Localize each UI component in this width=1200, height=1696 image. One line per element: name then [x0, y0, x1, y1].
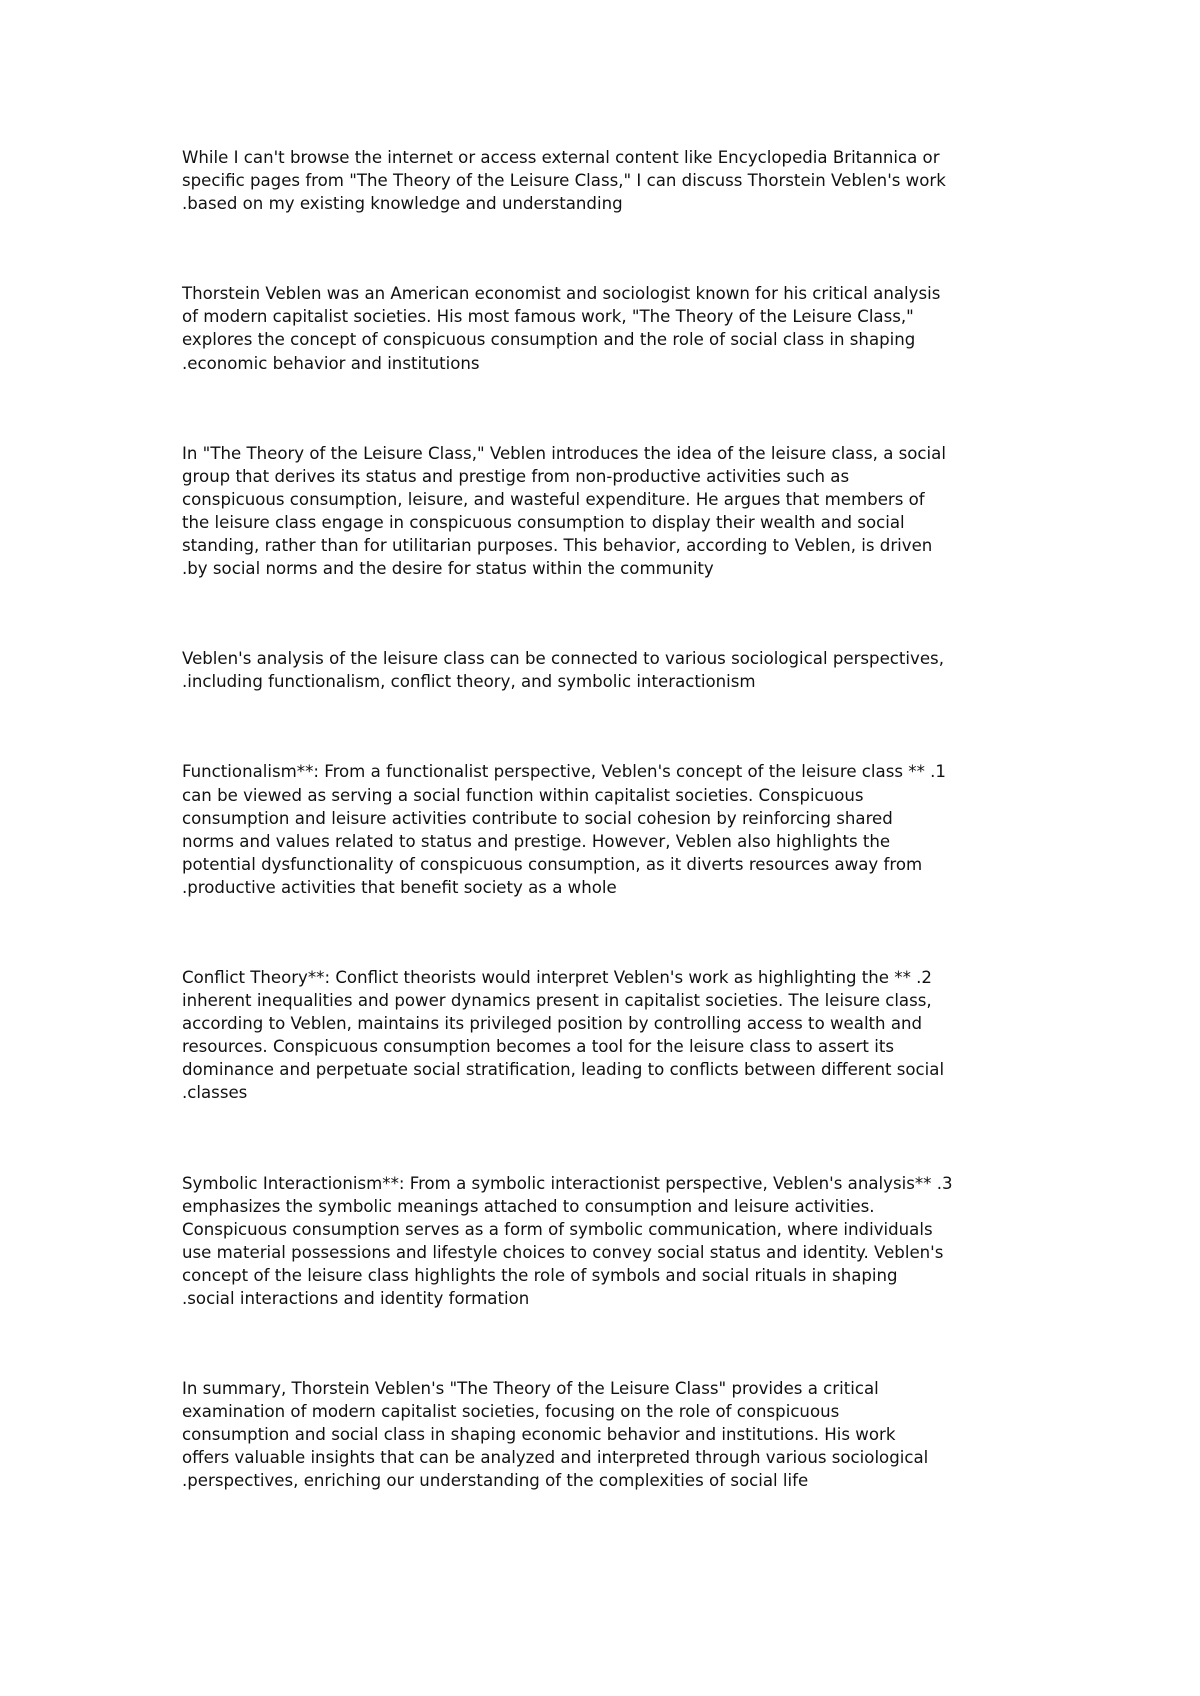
text-line: Symbolic Interactionism**: From a symbolic interactionist perspective, Veblen's analysis** .3: [182, 1173, 953, 1193]
text-line: emphasizes the symbolic meanings attached to consumption and leisure activities.: [182, 1196, 875, 1216]
text-line: consumption and leisure activities contribute to social cohesion by reinforcing shared: [182, 808, 893, 828]
text-line: group that derives its status and prestige from non-productive activities such as: [182, 466, 850, 486]
text-line: In "The Theory of the Leisure Class," Veblen introduces the idea of the leisure class, a social: [182, 443, 946, 463]
text-line: can be viewed as serving a social function within capitalist societies. Conspicuous: [182, 785, 864, 805]
text-line: .perspectives, enriching our understanding of the complexities of social life: [182, 1471, 809, 1491]
text-line: dominance and perpetuate social stratification, leading to conflicts between different social: [182, 1060, 945, 1080]
text-line: the leisure class engage in conspicuous consumption to display their wealth and social: [182, 512, 905, 532]
text-line: .based on my existing knowledge and understanding: [182, 194, 623, 214]
text-line: In summary, Thorstein Veblen's "The Theory of the Leisure Class" provides a critical: [182, 1379, 879, 1399]
paragraph-conflict-theory: [182, 966, 1032, 1105]
paragraph-veblen-bio: [182, 282, 1032, 374]
text-line: .including functionalism, conflict theory, and symbolic interactionism: [182, 672, 756, 692]
paragraph-symbolic-interactionism: [182, 1172, 1032, 1311]
text-line: consumption and social class in shaping economic behavior and institutions. His work: [182, 1425, 896, 1445]
text-line: Conflict Theory**: Conflict theorists would interpret Veblen's work as highlighting the ** .2: [182, 967, 932, 987]
text-line: .economic behavior and institutions: [182, 353, 480, 373]
text-line: of modern capitalist societies. His most famous work, "The Theory of the Leisure Class,": [182, 307, 914, 327]
text-line: conspicuous consumption, leisure, and wasteful expenditure. He argues that members of: [182, 489, 925, 509]
text-line: While I can't browse the internet or access external content like Encyclopedia Britannica or: [182, 148, 940, 167]
text-line: .productive activities that benefit society as a whole: [182, 877, 617, 897]
text-line: use material possessions and lifestyle choices to convey social status and identity. Veblen's: [182, 1242, 944, 1262]
paragraph-functionalism: [182, 760, 1032, 899]
paragraph-intro: [182, 146, 1032, 215]
text-line: standing, rather than for utilitarian purposes. This behavior, according to Veblen, is driven: [182, 536, 933, 556]
text-line: .social interactions and identity formation: [182, 1289, 530, 1308]
text-line: Conspicuous consumption serves as a form of symbolic communication, where individuals: [182, 1219, 933, 1239]
text-line: examination of modern capitalist societies, focusing on the role of conspicuous: [182, 1402, 840, 1422]
text-line: .by social norms and the desire for status within the community: [182, 559, 714, 579]
text-line: concept of the leisure class highlights the role of symbols and social rituals in shaping: [182, 1265, 898, 1285]
text-line: Functionalism**: From a functionalist perspective, Veblen's concept of the leisure class ** .1: [182, 762, 946, 782]
text-line: Thorstein Veblen was an American economist and sociologist known for his critical analysis: [182, 284, 941, 304]
text-line: explores the concept of conspicuous consumption and the role of social class in shaping: [182, 330, 916, 350]
text-line: according to Veblen, maintains its privileged position by controlling access to wealth and: [182, 1014, 923, 1034]
text-line: inherent inequalities and power dynamics present in capitalist societies. The leisure class,: [182, 991, 932, 1011]
paragraph-perspectives: [182, 647, 1032, 693]
text-line: .classes: [182, 1083, 248, 1103]
text-line: potential dysfunctionality of conspicuous consumption, as it diverts resources away from: [182, 854, 923, 874]
paragraph-summary: [182, 1377, 1032, 1492]
document-body: [182, 146, 1032, 1560]
text-line: norms and values related to status and prestige. However, Veblen also highlights the: [182, 831, 891, 851]
text-line: resources. Conspicuous consumption becomes a tool for the leisure class to assert its: [182, 1037, 894, 1057]
text-line: offers valuable insights that can be analyzed and interpreted through various sociological: [182, 1448, 929, 1468]
text-line: Veblen's analysis of the leisure class can be connected to various sociological perspectives,: [182, 649, 944, 669]
paragraph-leisure-class: [182, 442, 1032, 581]
text-line: specific pages from "The Theory of the Leisure Class," I can discuss Thorstein Veblen's work: [182, 171, 946, 191]
